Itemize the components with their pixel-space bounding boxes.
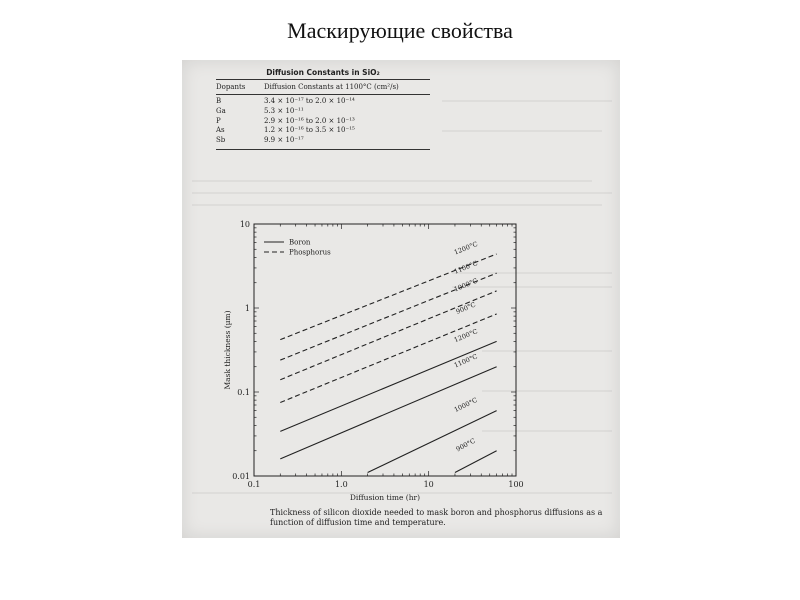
table-row bbox=[216, 117, 430, 127]
boron-line bbox=[368, 411, 497, 473]
table-header-dopants: Dopants bbox=[216, 83, 246, 91]
x-tick-label: 0.1 bbox=[247, 480, 261, 489]
boron-line bbox=[280, 341, 496, 431]
figure-caption-text: Thickness of silicon dioxide needed to mask boron and phosphorus diffusions as a function of diffusion time and temperature. bbox=[270, 508, 603, 527]
constant-cell: 3.4 × 10⁻¹⁷ to 2.0 × 10⁻¹⁴ bbox=[264, 97, 355, 105]
table-row bbox=[216, 107, 430, 117]
temperature-label: 900°C bbox=[454, 436, 477, 454]
legend-label: Phosphorus bbox=[289, 248, 331, 257]
figure-caption bbox=[216, 508, 616, 528]
y-tick-label: 10 bbox=[239, 220, 250, 229]
y-axis-label: Mask thickness (µm) bbox=[223, 310, 232, 390]
y-tick-label: 0.01 bbox=[232, 472, 250, 481]
dopant-cell: Ga bbox=[216, 106, 226, 115]
table-row bbox=[216, 97, 430, 107]
scanned-page bbox=[182, 60, 620, 538]
diffusion-constants-table bbox=[216, 68, 430, 150]
table-row bbox=[216, 126, 430, 136]
table-header-row bbox=[216, 80, 430, 94]
constant-cell: 9.9 × 10⁻¹⁷ bbox=[264, 136, 304, 145]
temperature-label: 1200°C bbox=[452, 239, 479, 257]
boron-line bbox=[455, 451, 497, 473]
x-tick-label: 10 bbox=[423, 480, 434, 489]
table-row bbox=[216, 136, 430, 146]
dopant-cell: Sb bbox=[216, 136, 226, 145]
legend-label: Boron bbox=[289, 238, 311, 247]
temperature-label: 1200°C bbox=[452, 327, 479, 345]
y-tick-label: 0.1 bbox=[237, 388, 250, 397]
table-caption: Diffusion Constants in SiO₂ bbox=[266, 68, 380, 77]
x-tick-label: 1.0 bbox=[334, 480, 348, 489]
dopant-cell: B bbox=[216, 97, 222, 105]
table-header-constants: Diffusion Constants at 1100°C (cm²/s) bbox=[264, 83, 399, 91]
constant-cell: 2.9 × 10⁻¹⁶ to 2.0 × 10⁻¹³ bbox=[264, 116, 355, 125]
mask-thickness-chart bbox=[212, 218, 542, 503]
slide-title: Маскирующие свойства bbox=[287, 18, 513, 43]
dopant-cell: P bbox=[216, 116, 221, 125]
temperature-label: 1100°C bbox=[452, 259, 479, 276]
y-tick-label: 1 bbox=[244, 304, 250, 313]
temperature-label: 1000°C bbox=[452, 276, 479, 294]
constant-cell: 5.3 × 10⁻¹¹ bbox=[264, 106, 304, 115]
x-tick-label: 100 bbox=[508, 480, 524, 489]
x-axis-label: Diffusion time (hr) bbox=[349, 493, 421, 502]
dopant-cell: As bbox=[216, 126, 225, 135]
temperature-label: 1000°C bbox=[452, 395, 479, 414]
temperature-label: 900°C bbox=[454, 300, 477, 316]
temperature-label: 1100°C bbox=[452, 352, 479, 370]
constant-cell: 1.2 × 10⁻¹⁶ to 3.5 × 10⁻¹⁵ bbox=[264, 126, 355, 135]
